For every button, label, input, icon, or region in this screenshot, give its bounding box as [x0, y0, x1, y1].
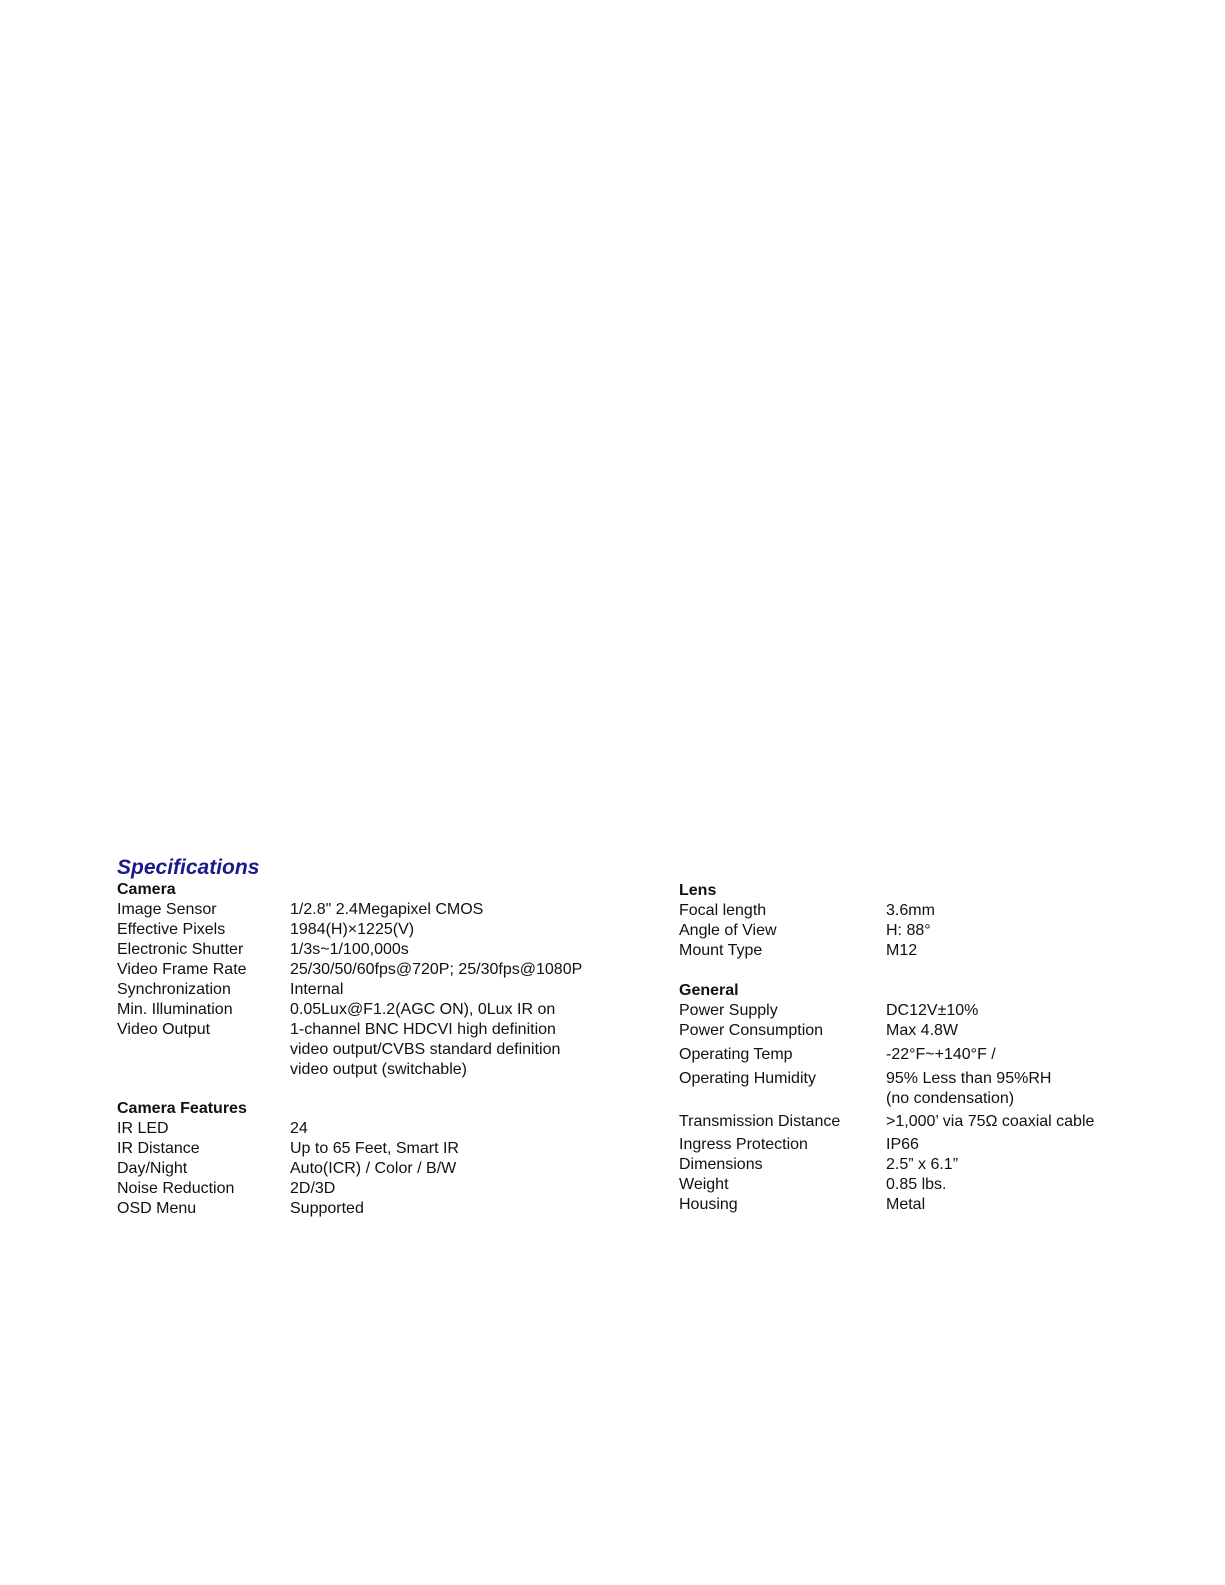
spec-value: 1/2.8" 2.4Megapixel CMOS — [290, 901, 484, 918]
section-heading-camera: Camera — [117, 881, 176, 898]
spec-value: 1984(H)×1225(V) — [290, 921, 415, 938]
spec-label: Image Sensor — [117, 901, 217, 918]
spec-label: Day/Night — [117, 1160, 188, 1177]
spec-row — [679, 1195, 1139, 1215]
spec-value: 95% Less than 95%RH (no condensation) — [886, 1070, 1052, 1107]
spec-label: Focal length — [679, 902, 767, 919]
spec-row — [117, 1020, 637, 1080]
spec-value: 24 — [290, 1120, 308, 1137]
spec-row — [679, 1112, 1139, 1132]
spec-row — [117, 960, 637, 980]
spec-row — [679, 1021, 1139, 1041]
spec-label: Weight — [679, 1176, 729, 1193]
spec-value: Max 4.8W — [886, 1022, 959, 1039]
spec-value: M12 — [886, 942, 918, 959]
spec-label: Noise Reduction — [117, 1180, 235, 1197]
spec-row — [679, 941, 1139, 961]
section-heading-general: General — [679, 982, 739, 999]
spec-label: Effective Pixels — [117, 921, 226, 938]
spec-value: Auto(ICR) / Color / B/W — [290, 1160, 457, 1177]
spec-label: Power Consumption — [679, 1022, 824, 1039]
spec-row — [679, 1001, 1139, 1021]
spec-row — [117, 1159, 637, 1179]
spec-row — [679, 1045, 1139, 1065]
spec-column-right — [679, 881, 1139, 1215]
spec-label: Power Supply — [679, 1002, 778, 1019]
spec-label: Dimensions — [679, 1156, 763, 1173]
section-spacer — [117, 1080, 637, 1099]
spec-value: 25/30/50/60fps@720P; 25/30fps@1080P — [290, 961, 583, 978]
page-title: Specifications — [117, 856, 260, 879]
section-spacer — [679, 961, 1139, 981]
spec-value: >1,000’ via 75Ω coaxial cable — [886, 1113, 1095, 1130]
spec-label: Angle of View — [679, 922, 777, 939]
spec-row — [117, 900, 637, 920]
spec-value: Supported — [290, 1200, 364, 1217]
spec-label: IR LED — [117, 1120, 169, 1137]
spec-value: 1/3s~1/100,000s — [290, 941, 409, 958]
spec-value: 1-channel BNC HDCVI high definition video output/CVBS standard definition video output (switchable) — [290, 1021, 561, 1078]
spec-label: IR Distance — [117, 1140, 200, 1157]
spec-row — [117, 940, 637, 960]
spec-row — [117, 1139, 637, 1159]
spec-value: 2D/3D — [290, 1180, 336, 1197]
spec-label: Video Frame Rate — [117, 961, 247, 978]
spec-value: 0.05Lux@F1.2(AGC ON), 0Lux IR on — [290, 1001, 556, 1018]
spec-label: Electronic Shutter — [117, 941, 244, 958]
spec-value: -22°F~+140°F / — [886, 1046, 996, 1063]
spec-value: 2.5” x 6.1” — [886, 1156, 959, 1173]
spec-value: Internal — [290, 981, 344, 998]
spec-value: IP66 — [886, 1136, 919, 1153]
spec-column-left — [117, 880, 637, 1219]
spec-row — [679, 901, 1139, 921]
spec-row — [679, 1069, 1139, 1109]
spec-row — [117, 1199, 637, 1219]
section-heading-camera-features: Camera Features — [117, 1100, 247, 1117]
spec-label: Min. Illumination — [117, 1001, 233, 1018]
spec-value: 0.85 lbs. — [886, 1176, 947, 1193]
spec-label: Mount Type — [679, 942, 763, 959]
spec-row — [117, 920, 637, 940]
spec-row — [117, 1179, 637, 1199]
spec-value: Metal — [886, 1196, 926, 1213]
spec-value: DC12V±10% — [886, 1002, 979, 1019]
spec-row — [117, 1000, 637, 1020]
spec-row — [679, 1155, 1139, 1175]
spec-value: Up to 65 Feet, Smart IR — [290, 1140, 459, 1157]
spec-label: Operating Humidity — [679, 1070, 816, 1087]
section-heading-lens: Lens — [679, 882, 717, 899]
spec-row — [679, 1175, 1139, 1195]
spec-label: Video Output — [117, 1021, 211, 1038]
spec-value: H: 88° — [886, 922, 931, 939]
spec-label: Operating Temp — [679, 1046, 793, 1063]
spec-label: Ingress Protection — [679, 1136, 808, 1153]
spec-label: Transmission Distance — [679, 1113, 841, 1130]
spec-row — [679, 921, 1139, 941]
spec-row — [117, 1119, 637, 1139]
spec-label: Housing — [679, 1196, 738, 1213]
spec-row — [117, 980, 637, 1000]
spec-label: OSD Menu — [117, 1200, 197, 1217]
spec-value: 3.6mm — [886, 902, 935, 919]
spec-label: Synchronization — [117, 981, 231, 998]
spec-row — [679, 1135, 1139, 1155]
